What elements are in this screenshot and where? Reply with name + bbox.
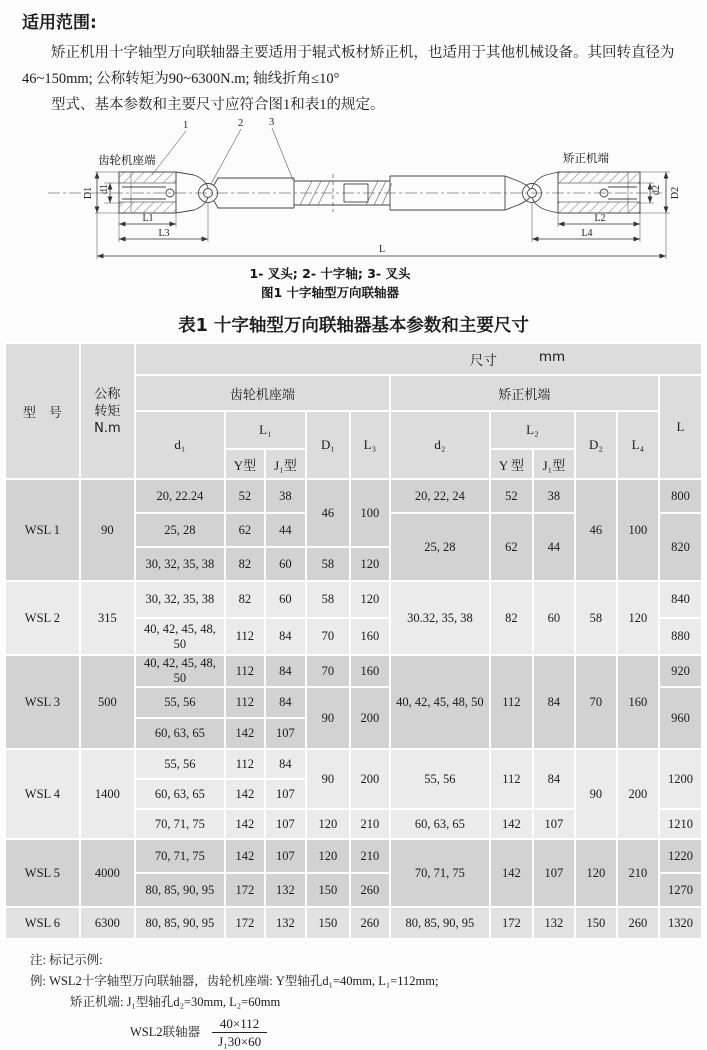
- table-cell: 30.32, 35, 38: [390, 581, 490, 655]
- col-header-L: L: [659, 375, 702, 479]
- table-cell: 172: [225, 873, 265, 907]
- table-cell: 112: [225, 655, 265, 687]
- table-cell: 112: [490, 749, 533, 809]
- cell-model: WSL 6: [5, 907, 80, 939]
- table-cell: 90: [306, 749, 350, 809]
- table-cell: 90: [306, 687, 350, 749]
- table-cell: 55, 56: [135, 687, 225, 718]
- table-cell: 160: [350, 618, 390, 655]
- table-cell: 60: [533, 581, 575, 655]
- table-cell: 107: [265, 779, 306, 809]
- note-label: 注:: [30, 953, 46, 967]
- col-header-y-type-1: Y型: [225, 449, 265, 479]
- table-cell: 46: [306, 479, 350, 547]
- table-cell: 200: [617, 749, 659, 839]
- formula-fraction: [212, 1015, 267, 1050]
- example-label: 例:: [30, 974, 46, 988]
- table-cell: 55, 56: [135, 749, 225, 779]
- table-cell: 38: [533, 479, 575, 513]
- table-cell: 1200: [659, 749, 702, 809]
- universal-joint-drawing: [0, 118, 707, 306]
- col-header-model: 型 号: [5, 343, 80, 479]
- table-cell: 200: [350, 749, 390, 809]
- dim-label-L1: L1: [142, 213, 154, 224]
- callout-1: 1: [183, 120, 189, 131]
- dim-label-L4: L4: [581, 228, 593, 239]
- table-row: [5, 749, 702, 779]
- formula-denominator: J₁30×60: [218, 1034, 262, 1049]
- notes-section: [0, 940, 707, 1050]
- correct-end-label: 矫正机端: [563, 151, 609, 165]
- table-cell: 150: [306, 873, 350, 907]
- table-cell: 82: [225, 581, 265, 618]
- table-cell: 20, 22, 24: [390, 479, 490, 513]
- table-cell: 44: [265, 513, 306, 547]
- table-cell: 112: [225, 687, 265, 718]
- table-cell: 1220: [659, 839, 702, 873]
- table-cell: 55, 56: [390, 749, 490, 809]
- table-cell: 142: [225, 809, 265, 839]
- dim-label-d1: d1: [99, 184, 110, 194]
- col-header-D1: D₁: [306, 411, 350, 479]
- table-cell: 260: [350, 873, 390, 907]
- table-cell: 62: [225, 513, 265, 547]
- table-cell: 260: [617, 907, 659, 939]
- table-cell: 82: [490, 581, 533, 655]
- table-cell: 150: [306, 907, 350, 939]
- table-cell: 58: [306, 581, 350, 618]
- left-yoke: [176, 172, 218, 213]
- table-cell: 172: [225, 907, 265, 939]
- formula-numerator: 40×112: [212, 1015, 267, 1033]
- table-cell: 70: [306, 618, 350, 655]
- table-cell: 112: [490, 655, 533, 749]
- col-header-j-type-2: J₁型: [533, 449, 575, 479]
- table-cell: 84: [265, 618, 306, 655]
- table-cell: 107: [265, 718, 306, 749]
- cell-torque: 1400: [80, 749, 135, 839]
- table-cell: 960: [659, 687, 702, 749]
- callout-3: 3: [269, 118, 275, 128]
- table-cell: 80, 85, 90, 95: [390, 907, 490, 939]
- table-cell: 260: [350, 907, 390, 939]
- table-header: [5, 343, 702, 479]
- table-row: [5, 343, 702, 375]
- size-label: 尺寸: [469, 353, 497, 369]
- table-cell: 100: [350, 479, 390, 547]
- table-cell: 120: [350, 547, 390, 581]
- table-cell: 120: [306, 839, 350, 873]
- table-cell: 120: [350, 581, 390, 618]
- table-cell: 107: [533, 839, 575, 907]
- table-cell: 210: [350, 809, 390, 839]
- table-cell: 40, 42, 45, 48, 50: [135, 655, 225, 687]
- intro-paragraph-1: 矫正机用十字轴型万向联轴器主要适用于辊式板材矫正机，也适用于其他机械设备。其回转直径为46~150mm; 公称转矩为90~6300N.m; 轴线折角≤10°: [22, 45, 675, 87]
- dim-label-L: L: [378, 244, 386, 255]
- table-cell: 70, 71, 75: [135, 809, 225, 839]
- table-cell: 20, 22.24: [135, 479, 225, 513]
- table-cell: 132: [533, 907, 575, 939]
- callout-2: 2: [238, 118, 244, 129]
- note-line-2: [30, 971, 707, 992]
- table-cell: 1210: [659, 809, 702, 839]
- table-cell: 820: [659, 513, 702, 581]
- col-header-L3: L₃: [350, 411, 390, 479]
- table-cell: 60, 63, 65: [135, 718, 225, 749]
- table-cell: 172: [490, 907, 533, 939]
- table-cell: 800: [659, 479, 702, 513]
- table-cell: 210: [350, 839, 390, 873]
- table-cell: 1320: [659, 907, 702, 939]
- parts-caption: 1- 叉头; 2- 十字轴; 3- 叉头: [249, 266, 411, 281]
- table-cell: 112: [225, 618, 265, 655]
- cell-torque: 315: [80, 581, 135, 655]
- col-header-L4: L₄: [617, 411, 659, 479]
- table-cell: 70, 71, 75: [135, 839, 225, 873]
- table-cell: 82: [225, 547, 265, 581]
- table-cell: 160: [350, 655, 390, 687]
- table-cell: 25, 28: [135, 513, 225, 547]
- col-header-gear-end: 齿轮机座端: [135, 375, 390, 411]
- table-cell: 920: [659, 655, 702, 687]
- table-cell: 60: [265, 581, 306, 618]
- table-row: [5, 581, 702, 618]
- cell-torque: 6300: [80, 907, 135, 939]
- table-cell: 880: [659, 618, 702, 655]
- dim-label-d2: d2: [651, 185, 662, 195]
- table-cell: 40, 42, 45, 48, 50: [135, 618, 225, 655]
- note-line-3: 矫正机端: J₁型轴孔d₂=30mm, L₂=60mm: [70, 995, 281, 1009]
- torque-line-3: N.m: [94, 420, 121, 436]
- col-header-D2: D₂: [575, 411, 617, 479]
- dimension-L2: [558, 213, 640, 242]
- table-cell: 142: [490, 809, 533, 839]
- table-cell: 142: [225, 718, 265, 749]
- table-row: [5, 839, 702, 873]
- right-hub: [558, 172, 640, 213]
- table-cell: 1270: [659, 873, 702, 907]
- table-cell: 60, 63, 65: [390, 809, 490, 839]
- col-header-d2: d₂: [390, 411, 490, 479]
- table-title: 表1 十字轴型万向联轴器基本参数和主要尺寸: [178, 316, 529, 336]
- col-header-correct-end: 矫正机端: [390, 375, 659, 411]
- table-cell: 120: [617, 581, 659, 655]
- table-cell: 107: [533, 809, 575, 839]
- designation-formula: [30, 1015, 707, 1050]
- formula-label: WSL2联轴器: [130, 1025, 201, 1039]
- gear-end-label: 齿轮机座端: [98, 153, 156, 167]
- table-cell: 840: [659, 581, 702, 618]
- torque-line-1: 公称: [94, 386, 121, 402]
- intro-paragraph-2: 型式、基本参数和主要尺寸应符合图1和表1的规定。: [51, 97, 385, 113]
- intro-heading: 适用范围:: [22, 13, 97, 33]
- table-cell: 142: [225, 779, 265, 809]
- table-cell: 142: [225, 839, 265, 873]
- table-cell: 150: [575, 907, 617, 939]
- table-cell: 107: [265, 839, 306, 873]
- table-cell: 84: [265, 687, 306, 718]
- col-header-size: [135, 343, 702, 375]
- table-cell: 60, 63, 65: [135, 779, 225, 809]
- table-cell: 90: [575, 749, 617, 839]
- table-cell: 40, 42, 45, 48, 50: [390, 655, 490, 749]
- cell-torque: 90: [80, 479, 135, 581]
- note-text: 标记示例:: [49, 953, 103, 967]
- note-line-1: [30, 950, 707, 971]
- table-cell: 210: [617, 839, 659, 907]
- intro-section: [0, 0, 707, 118]
- col-header-y-type-2: Y 型: [490, 449, 533, 479]
- table-cell: 70: [575, 655, 617, 749]
- table-cell: 70, 71, 75: [390, 839, 490, 907]
- figure-caption: 图1 十字轴型万向联轴器: [260, 285, 400, 300]
- cell-model: WSL 4: [5, 749, 80, 839]
- cell-torque: 500: [80, 655, 135, 749]
- table-cell: 84: [533, 655, 575, 749]
- table-cell: 44: [533, 513, 575, 581]
- table-cell: 132: [265, 873, 306, 907]
- table-cell: 132: [265, 907, 306, 939]
- table-cell: 58: [306, 547, 350, 581]
- table-cell: 62: [490, 513, 533, 581]
- left-hub: [119, 172, 176, 213]
- table-cell: 200: [350, 687, 390, 749]
- figure-1: [0, 118, 707, 306]
- cell-model: WSL 3: [5, 655, 80, 749]
- dim-label-D1: D1: [83, 186, 94, 200]
- table-cell: 60: [265, 547, 306, 581]
- table-row: [5, 655, 702, 687]
- example-text: WSL2十字轴型万向联轴器，齿轮机座端: Y型轴孔d₁=40mm, L₁=112mm;: [49, 974, 439, 988]
- table-row: [5, 907, 702, 939]
- table-cell: 142: [490, 839, 533, 907]
- basic-params-table: [4, 342, 703, 940]
- cell-model: WSL 5: [5, 839, 80, 907]
- dim-label-L2: L2: [594, 213, 606, 224]
- col-header-L2: L₂: [490, 411, 575, 449]
- table-cell: 80, 85, 90, 95: [135, 907, 225, 939]
- table-cell: 107: [265, 809, 306, 839]
- table-cell: 38: [265, 479, 306, 513]
- table-cell: 80, 85, 90, 95: [135, 873, 225, 907]
- table-cell: 30, 32, 35, 38: [135, 581, 225, 618]
- table-row: [5, 479, 702, 513]
- table-cell: 25, 28: [390, 513, 490, 581]
- table-cell: 70: [306, 655, 350, 687]
- table-cell: 160: [617, 655, 659, 749]
- table-cell: 112: [225, 749, 265, 779]
- table-cell: 30, 32, 35, 38: [135, 547, 225, 581]
- right-yoke: [523, 172, 559, 213]
- table-cell: 84: [533, 749, 575, 809]
- table-cell: 100: [617, 479, 659, 581]
- cell-model: WSL 2: [5, 581, 80, 655]
- table-cell: 46: [575, 479, 617, 581]
- table-cell: 52: [490, 479, 533, 513]
- col-header-d1: d₁: [135, 411, 225, 479]
- table-cell: 52: [225, 479, 265, 513]
- table-cell: 84: [265, 749, 306, 779]
- col-header-torque: [80, 343, 135, 479]
- col-header-j-type-1: J₁型: [265, 449, 306, 479]
- table-cell: 58: [575, 581, 617, 655]
- torque-line-2: 转矩: [94, 403, 121, 419]
- size-unit: mm: [538, 349, 566, 365]
- table-cell: 120: [306, 809, 350, 839]
- table-cell: 120: [575, 839, 617, 907]
- cell-torque: 4000: [80, 839, 135, 907]
- dim-label-D2: D2: [670, 186, 681, 200]
- dim-label-L3: L3: [158, 228, 170, 239]
- table-cell: 84: [265, 655, 306, 687]
- cell-model: WSL 1: [5, 479, 80, 581]
- col-header-L1: L₁: [225, 411, 306, 449]
